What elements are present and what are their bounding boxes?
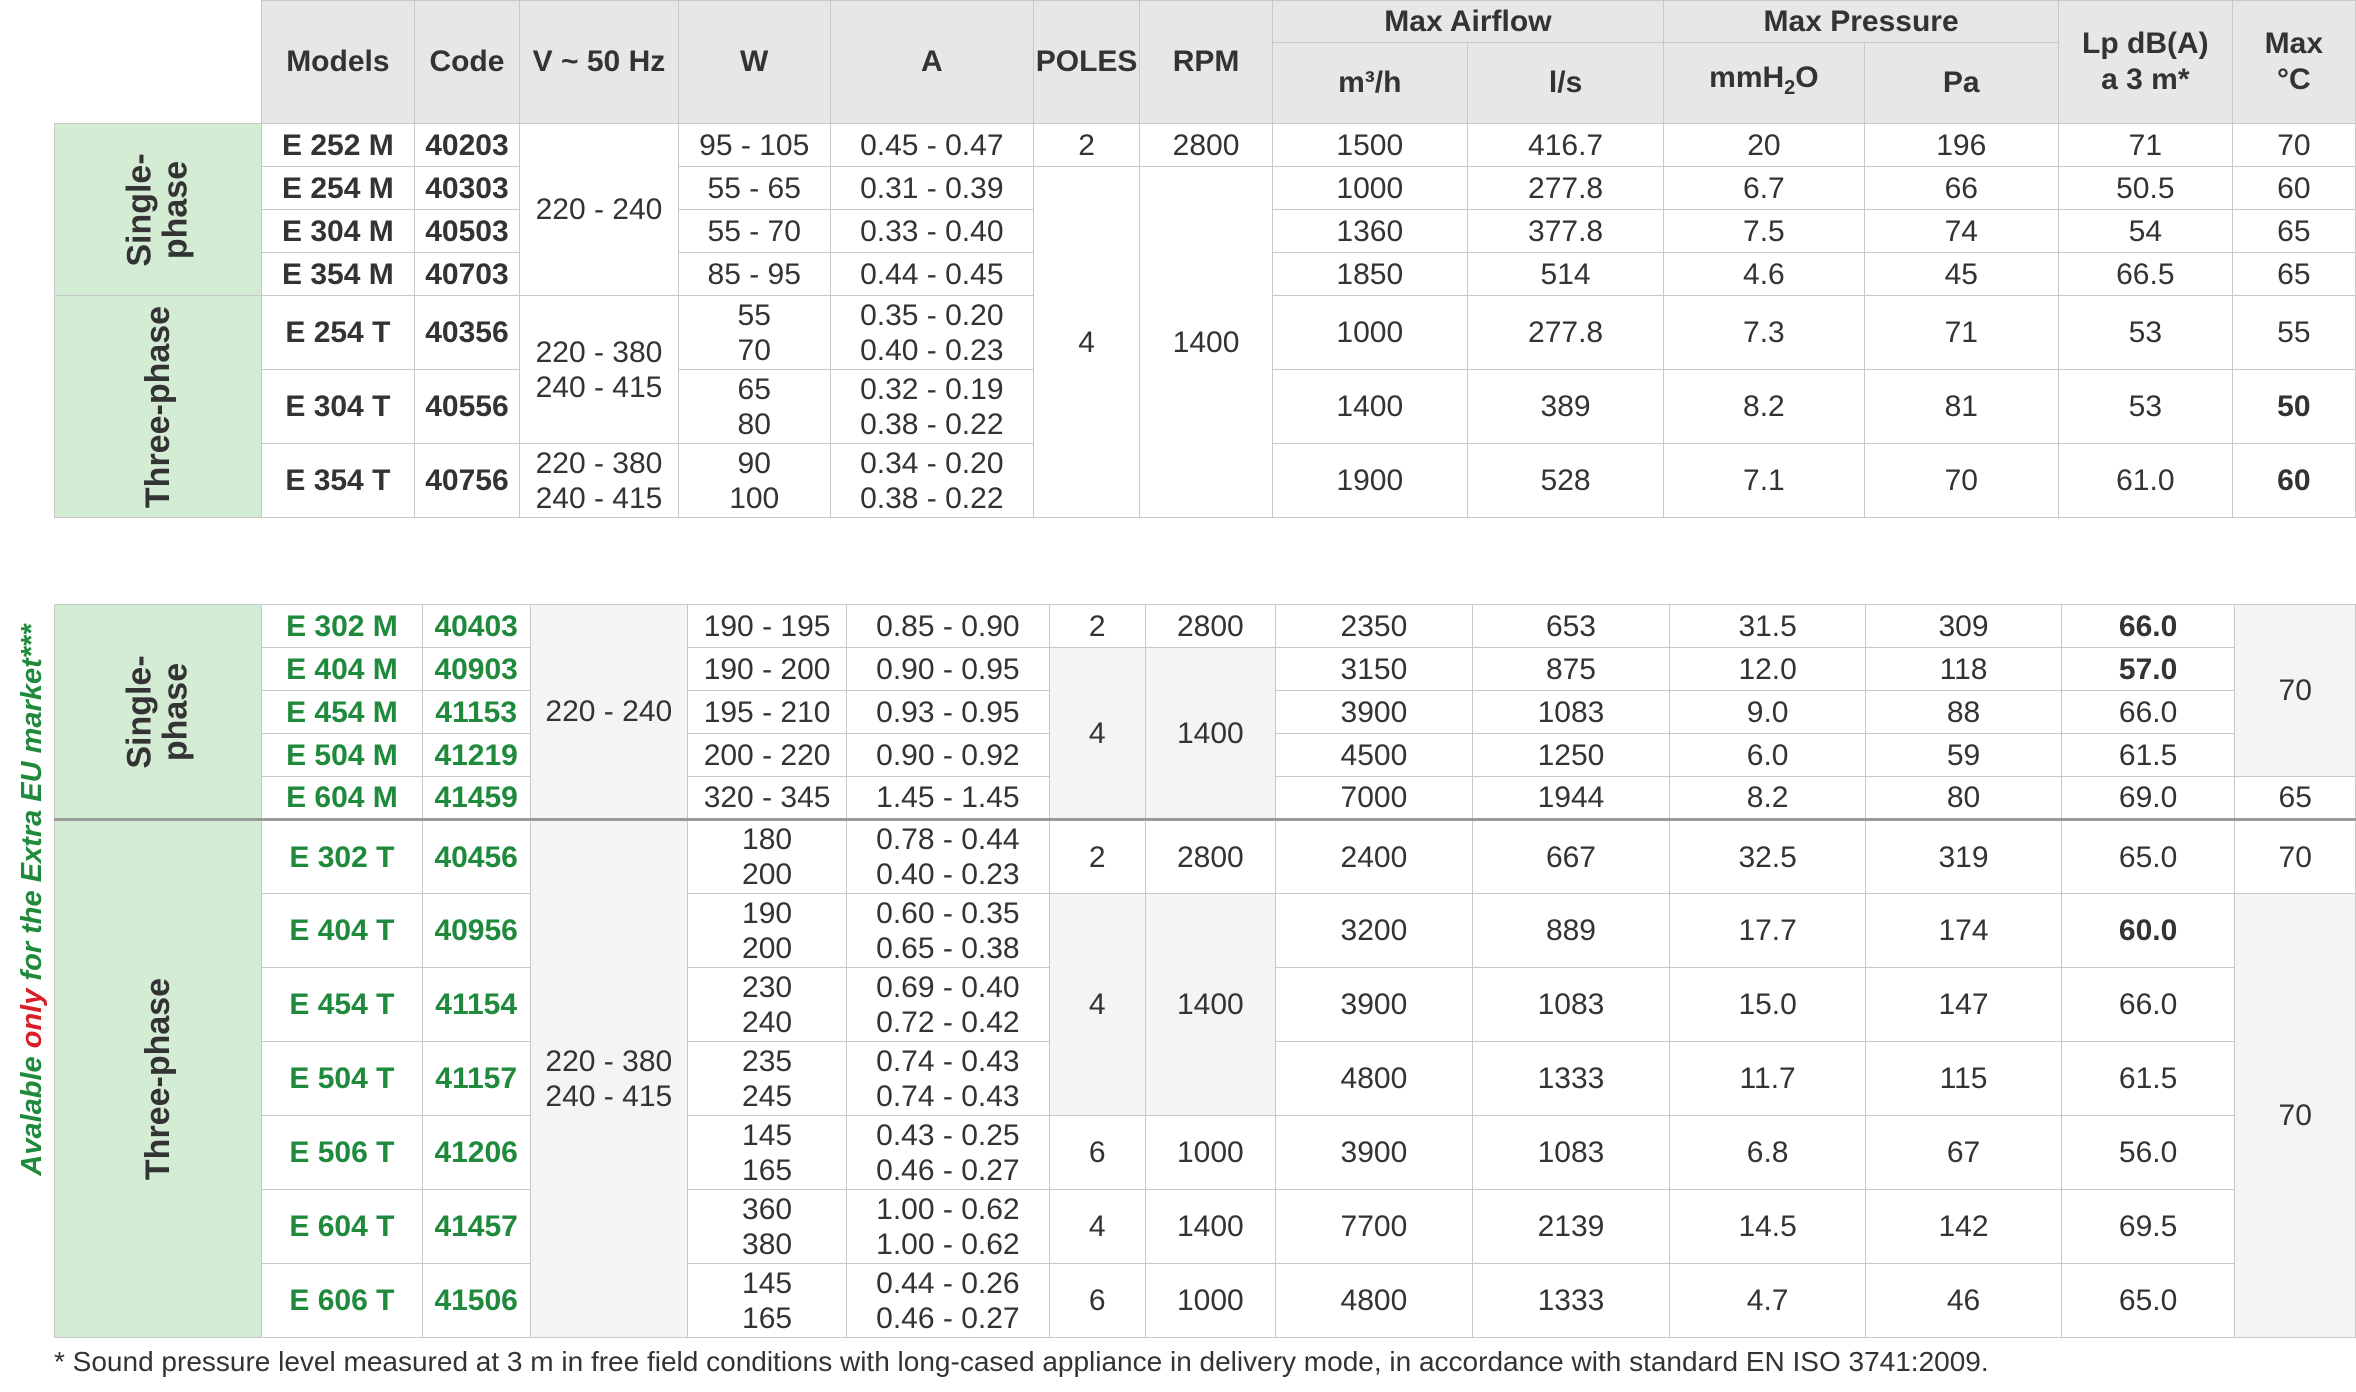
voltage-cell: 220 - 380 240 - 415 — [520, 444, 678, 518]
w-cell: 55 70 — [678, 296, 830, 370]
pa-cell: 66 — [1864, 167, 2058, 210]
mmh2o-cell: 8.2 — [1664, 370, 1864, 444]
a-cell: 0.74 - 0.43 0.74 - 0.43 — [847, 1042, 1049, 1116]
code-cell: 41219 — [422, 734, 530, 777]
mmh2o-cell: 11.7 — [1670, 1042, 1866, 1116]
m3h-cell: 3150 — [1275, 648, 1472, 691]
model-cell: E 504 M — [262, 734, 422, 777]
model-cell: E 354 T — [262, 444, 414, 518]
pa-cell: 80 — [1866, 777, 2062, 820]
poles-cell: 2 — [1049, 820, 1145, 894]
lp-cell: 56.0 — [2061, 1116, 2235, 1190]
m3h-cell: 7700 — [1275, 1190, 1472, 1264]
ls-cell: 389 — [1467, 370, 1663, 444]
voltage-cell: 220 - 240 — [520, 124, 678, 296]
mmh2o-cell: 4.6 — [1664, 253, 1864, 296]
note-part-only: only — [16, 988, 48, 1049]
pa-cell: 74 — [1864, 210, 2058, 253]
maxc-cell: 70 — [2235, 605, 2356, 777]
a-cell: 0.44 - 0.45 — [830, 253, 1033, 296]
a-cell: 0.90 - 0.95 — [847, 648, 1049, 691]
pa-cell: 88 — [1866, 691, 2062, 734]
ls-cell: 653 — [1472, 605, 1669, 648]
ls-cell: 1333 — [1472, 1042, 1669, 1116]
pa-cell: 70 — [1864, 444, 2058, 518]
model-cell: E 304 M — [262, 210, 414, 253]
header-poles: POLES — [1033, 1, 1140, 124]
voltage-cell: 220 - 380 240 - 415 — [530, 820, 687, 1338]
code-cell: 41457 — [422, 1190, 530, 1264]
group-label: Single- phase — [121, 654, 196, 769]
a-cell: 0.43 - 0.25 0.46 - 0.27 — [847, 1116, 1049, 1190]
header-mmh2o — [1664, 43, 1864, 124]
a-cell: 0.45 - 0.47 — [830, 124, 1033, 167]
poles-cell: 4 — [1033, 167, 1140, 518]
rpm-cell: 1000 — [1145, 1264, 1275, 1338]
pa-cell: 45 — [1864, 253, 2058, 296]
ls-cell: 416.7 — [1467, 124, 1663, 167]
pa-cell: 59 — [1866, 734, 2062, 777]
lp-cell: 60.0 — [2061, 894, 2235, 968]
a-cell: 0.93 - 0.95 — [847, 691, 1049, 734]
corner-blank — [55, 1, 262, 124]
code-cell: 40956 — [422, 894, 530, 968]
code-cell: 40356 — [414, 296, 520, 370]
poles-cell: 4 — [1049, 894, 1145, 1116]
model-cell: E 252 M — [262, 124, 414, 167]
m3h-cell: 3200 — [1275, 894, 1472, 968]
poles-cell: 4 — [1049, 1190, 1145, 1264]
voltage-cell: 220 - 380 240 - 415 — [520, 296, 678, 444]
w-cell: 90 100 — [678, 444, 830, 518]
rpm-cell: 1000 — [1145, 1116, 1275, 1190]
m3h-cell: 3900 — [1275, 968, 1472, 1042]
model-cell: E 504 T — [262, 1042, 422, 1116]
note-part-1: Avalable — [16, 1048, 48, 1176]
model-cell: E 254 T — [262, 296, 414, 370]
mmh2o-cell: 31.5 — [1670, 605, 1866, 648]
w-cell: 190 - 195 — [688, 605, 847, 648]
mmh2o-cell: 4.7 — [1670, 1264, 1866, 1338]
maxc-cell: 70 — [2232, 124, 2355, 167]
header-pa: Pa — [1864, 43, 2058, 124]
pa-cell: 309 — [1866, 605, 2062, 648]
poles-cell: 6 — [1049, 1264, 1145, 1338]
m3h-cell: 1900 — [1272, 444, 1467, 518]
poles-cell: 2 — [1049, 605, 1145, 648]
a-cell: 0.44 - 0.26 0.46 - 0.27 — [847, 1264, 1049, 1338]
poles-cell: 4 — [1049, 648, 1145, 820]
w-cell: 85 - 95 — [678, 253, 830, 296]
fan-spec-table-1 — [54, 0, 2356, 518]
m3h-cell: 2350 — [1275, 605, 1472, 648]
ls-cell: 277.8 — [1467, 167, 1663, 210]
rpm-cell: 1400 — [1145, 894, 1275, 1116]
mmh2o-cell: 6.7 — [1664, 167, 1864, 210]
lp-cell: 66.0 — [2061, 605, 2235, 648]
model-cell: E 506 T — [262, 1116, 422, 1190]
model-cell: E 304 T — [262, 370, 414, 444]
lp-cell: 61.5 — [2061, 1042, 2235, 1116]
mmh2o-cell: 7.5 — [1664, 210, 1864, 253]
maxc-cell: 55 — [2232, 296, 2355, 370]
lp-cell: 65.0 — [2061, 820, 2235, 894]
pa-cell: 142 — [1866, 1190, 2062, 1264]
m3h-cell: 1400 — [1272, 370, 1467, 444]
mmh2o-cell: 7.1 — [1664, 444, 1864, 518]
header-a: A — [830, 1, 1033, 124]
ls-cell: 377.8 — [1467, 210, 1663, 253]
ls-cell: 528 — [1467, 444, 1663, 518]
extra-eu-market-note — [12, 550, 52, 1250]
w-cell: 180 200 — [688, 820, 847, 894]
header-max-pressure: Max Pressure — [1664, 1, 2059, 43]
sound-pressure-footnote: * Sound pressure level measured at 3 m in free field conditions with long-cased appliance in delivery mode, in accordance with standard EN ISO 3741:2009. — [54, 1346, 1989, 1377]
w-cell: 230 240 — [688, 968, 847, 1042]
code-cell: 41153 — [422, 691, 530, 734]
mmh2o-cell: 15.0 — [1670, 968, 1866, 1042]
w-cell: 55 - 70 — [678, 210, 830, 253]
model-cell: E 404 T — [262, 894, 422, 968]
a-cell: 0.32 - 0.19 0.38 - 0.22 — [830, 370, 1033, 444]
model-cell: E 302 M — [262, 605, 422, 648]
lp-cell: 61.5 — [2061, 734, 2235, 777]
group-label: Three-phase — [139, 977, 178, 1181]
model-cell: E 254 M — [262, 167, 414, 210]
code-cell: 40456 — [422, 820, 530, 894]
model-cell: E 604 T — [262, 1190, 422, 1264]
maxc-cell: 60 — [2232, 444, 2355, 518]
w-cell: 200 - 220 — [688, 734, 847, 777]
pa-cell: 67 — [1866, 1116, 2062, 1190]
maxc-cell: 50 — [2232, 370, 2355, 444]
rpm-cell: 2800 — [1145, 820, 1275, 894]
ls-cell: 514 — [1467, 253, 1663, 296]
code-cell: 40703 — [414, 253, 520, 296]
lp-cell: 61.0 — [2058, 444, 2232, 518]
w-cell: 145 165 — [688, 1116, 847, 1190]
ls-cell: 1083 — [1472, 691, 1669, 734]
header-voltage: V ~ 50 Hz — [520, 1, 678, 124]
pa-cell: 147 — [1866, 968, 2062, 1042]
mmh2o-cell: 7.3 — [1664, 296, 1864, 370]
lp-cell: 57.0 — [2061, 648, 2235, 691]
lp-cell: 71 — [2058, 124, 2232, 167]
maxc-cell: 65 — [2232, 253, 2355, 296]
lp-cell: 66.0 — [2061, 691, 2235, 734]
lp-cell: 65.0 — [2061, 1264, 2235, 1338]
model-cell: E 302 T — [262, 820, 422, 894]
m3h-cell: 2400 — [1275, 820, 1472, 894]
rpm-cell: 1400 — [1145, 648, 1275, 820]
a-cell: 0.85 - 0.90 — [847, 605, 1049, 648]
maxc-cell: 65 — [2235, 777, 2356, 820]
ls-cell: 1333 — [1472, 1264, 1669, 1338]
m3h-cell: 1000 — [1272, 296, 1467, 370]
header-mmh2o-base: mmH — [1709, 61, 1785, 94]
m3h-cell: 7000 — [1275, 777, 1472, 820]
lp-cell: 69.5 — [2061, 1190, 2235, 1264]
code-cell: 40403 — [422, 605, 530, 648]
w-cell: 320 - 345 — [688, 777, 847, 820]
w-cell: 195 - 210 — [688, 691, 847, 734]
pa-cell: 174 — [1866, 894, 2062, 968]
m3h-cell: 1360 — [1272, 210, 1467, 253]
header-max-c-line2: °C — [2277, 63, 2311, 96]
a-cell: 1.00 - 0.62 1.00 - 0.62 — [847, 1190, 1049, 1264]
code-cell: 41506 — [422, 1264, 530, 1338]
a-cell: 0.90 - 0.92 — [847, 734, 1049, 777]
code-cell: 40203 — [414, 124, 520, 167]
model-cell: E 454 M — [262, 691, 422, 734]
ls-cell: 277.8 — [1467, 296, 1663, 370]
a-cell: 0.60 - 0.35 0.65 - 0.38 — [847, 894, 1049, 968]
ls-cell: 1083 — [1472, 968, 1669, 1042]
a-cell: 0.34 - 0.20 0.38 - 0.22 — [830, 444, 1033, 518]
m3h-cell: 1500 — [1272, 124, 1467, 167]
mmh2o-cell: 6.0 — [1670, 734, 1866, 777]
mmh2o-cell: 6.8 — [1670, 1116, 1866, 1190]
header-code: Code — [414, 1, 520, 124]
group-single-phase — [55, 124, 262, 296]
code-cell: 40503 — [414, 210, 520, 253]
pa-cell: 81 — [1864, 370, 2058, 444]
code-cell: 40756 — [414, 444, 520, 518]
header-lp — [2058, 1, 2232, 124]
lp-cell: 66.0 — [2061, 968, 2235, 1042]
pa-cell: 118 — [1866, 648, 2062, 691]
rpm-cell: 1400 — [1140, 167, 1272, 518]
group-label: Three-phase — [139, 305, 178, 508]
w-cell: 145 165 — [688, 1264, 847, 1338]
ls-cell: 875 — [1472, 648, 1669, 691]
w-cell: 190 - 200 — [688, 648, 847, 691]
a-cell: 0.78 - 0.44 0.40 - 0.23 — [847, 820, 1049, 894]
poles-cell: 2 — [1033, 124, 1140, 167]
code-cell: 41206 — [422, 1116, 530, 1190]
mmh2o-cell: 32.5 — [1670, 820, 1866, 894]
rpm-cell: 2800 — [1145, 605, 1275, 648]
m3h-cell: 1000 — [1272, 167, 1467, 210]
model-cell: E 606 T — [262, 1264, 422, 1338]
m3h-cell: 4500 — [1275, 734, 1472, 777]
header-mmh2o-sub: 2 — [1784, 77, 1796, 99]
m3h-cell: 3900 — [1275, 691, 1472, 734]
lp-cell: 66.5 — [2058, 253, 2232, 296]
lp-cell: 53 — [2058, 370, 2232, 444]
model-cell: E 354 M — [262, 253, 414, 296]
header-lp-line1: Lp dB(A) — [2082, 27, 2209, 60]
code-cell: 41157 — [422, 1042, 530, 1116]
pa-cell: 319 — [1866, 820, 2062, 894]
code-cell: 41154 — [422, 968, 530, 1042]
w-cell: 190 200 — [688, 894, 847, 968]
note-part-3: for the Extra EU market*** — [16, 624, 48, 989]
a-cell: 0.35 - 0.20 0.40 - 0.23 — [830, 296, 1033, 370]
header-rpm: RPM — [1140, 1, 1272, 124]
a-cell: 0.31 - 0.39 — [830, 167, 1033, 210]
pa-cell: 115 — [1866, 1042, 2062, 1116]
group-single-phase — [55, 605, 262, 820]
rpm-cell: 1400 — [1145, 1190, 1275, 1264]
mmh2o-cell: 12.0 — [1670, 648, 1866, 691]
ls-cell: 667 — [1472, 820, 1669, 894]
code-cell: 40556 — [414, 370, 520, 444]
fan-spec-table-2 — [54, 604, 2356, 1338]
a-cell: 1.45 - 1.45 — [847, 777, 1049, 820]
pa-cell: 196 — [1864, 124, 2058, 167]
lp-cell: 53 — [2058, 296, 2232, 370]
m3h-cell: 4800 — [1275, 1042, 1472, 1116]
m3h-cell: 1850 — [1272, 253, 1467, 296]
header-max-c — [2232, 1, 2355, 124]
ls-cell: 2139 — [1472, 1190, 1669, 1264]
model-cell: E 454 T — [262, 968, 422, 1042]
voltage-cell: 220 - 240 — [530, 605, 687, 820]
maxc-cell: 70 — [2235, 894, 2356, 1338]
m3h-cell: 4800 — [1275, 1264, 1472, 1338]
mmh2o-cell: 9.0 — [1670, 691, 1866, 734]
w-cell: 95 - 105 — [678, 124, 830, 167]
mmh2o-cell: 20 — [1664, 124, 1864, 167]
mmh2o-cell: 14.5 — [1670, 1190, 1866, 1264]
model-cell: E 604 M — [262, 777, 422, 820]
mmh2o-cell: 8.2 — [1670, 777, 1866, 820]
group-three-phase — [55, 820, 262, 1338]
lp-cell: 50.5 — [2058, 167, 2232, 210]
rpm-cell: 2800 — [1140, 124, 1272, 167]
pa-cell: 71 — [1864, 296, 2058, 370]
group-three-phase — [55, 296, 262, 518]
a-cell: 0.69 - 0.40 0.72 - 0.42 — [847, 968, 1049, 1042]
model-cell: E 404 M — [262, 648, 422, 691]
w-cell: 360 380 — [688, 1190, 847, 1264]
group-label: Single- phase — [121, 152, 196, 267]
code-cell: 40903 — [422, 648, 530, 691]
header-lp-line2: a 3 m* — [2101, 63, 2190, 96]
ls-cell: 1083 — [1472, 1116, 1669, 1190]
code-cell: 40303 — [414, 167, 520, 210]
header-models: Models — [262, 1, 414, 124]
header-max-c-line1: Max — [2264, 27, 2324, 60]
w-cell: 55 - 65 — [678, 167, 830, 210]
w-cell: 65 80 — [678, 370, 830, 444]
pa-cell: 46 — [1866, 1264, 2062, 1338]
header-m3h: m³/h — [1272, 43, 1467, 124]
w-cell: 235 245 — [688, 1042, 847, 1116]
m3h-cell: 3900 — [1275, 1116, 1472, 1190]
poles-cell: 6 — [1049, 1116, 1145, 1190]
lp-cell: 54 — [2058, 210, 2232, 253]
a-cell: 0.33 - 0.40 — [830, 210, 1033, 253]
header-max-airflow: Max Airflow — [1272, 1, 1664, 43]
header-ls: l/s — [1467, 43, 1663, 124]
maxc-cell: 70 — [2235, 820, 2356, 894]
maxc-cell: 60 — [2232, 167, 2355, 210]
maxc-cell: 65 — [2232, 210, 2355, 253]
lp-cell: 69.0 — [2061, 777, 2235, 820]
header-mmh2o-tail: O — [1795, 61, 1819, 94]
mmh2o-cell: 17.7 — [1670, 894, 1866, 968]
ls-cell: 1250 — [1472, 734, 1669, 777]
ls-cell: 1944 — [1472, 777, 1669, 820]
header-w: W — [678, 1, 830, 124]
ls-cell: 889 — [1472, 894, 1669, 968]
code-cell: 41459 — [422, 777, 530, 820]
